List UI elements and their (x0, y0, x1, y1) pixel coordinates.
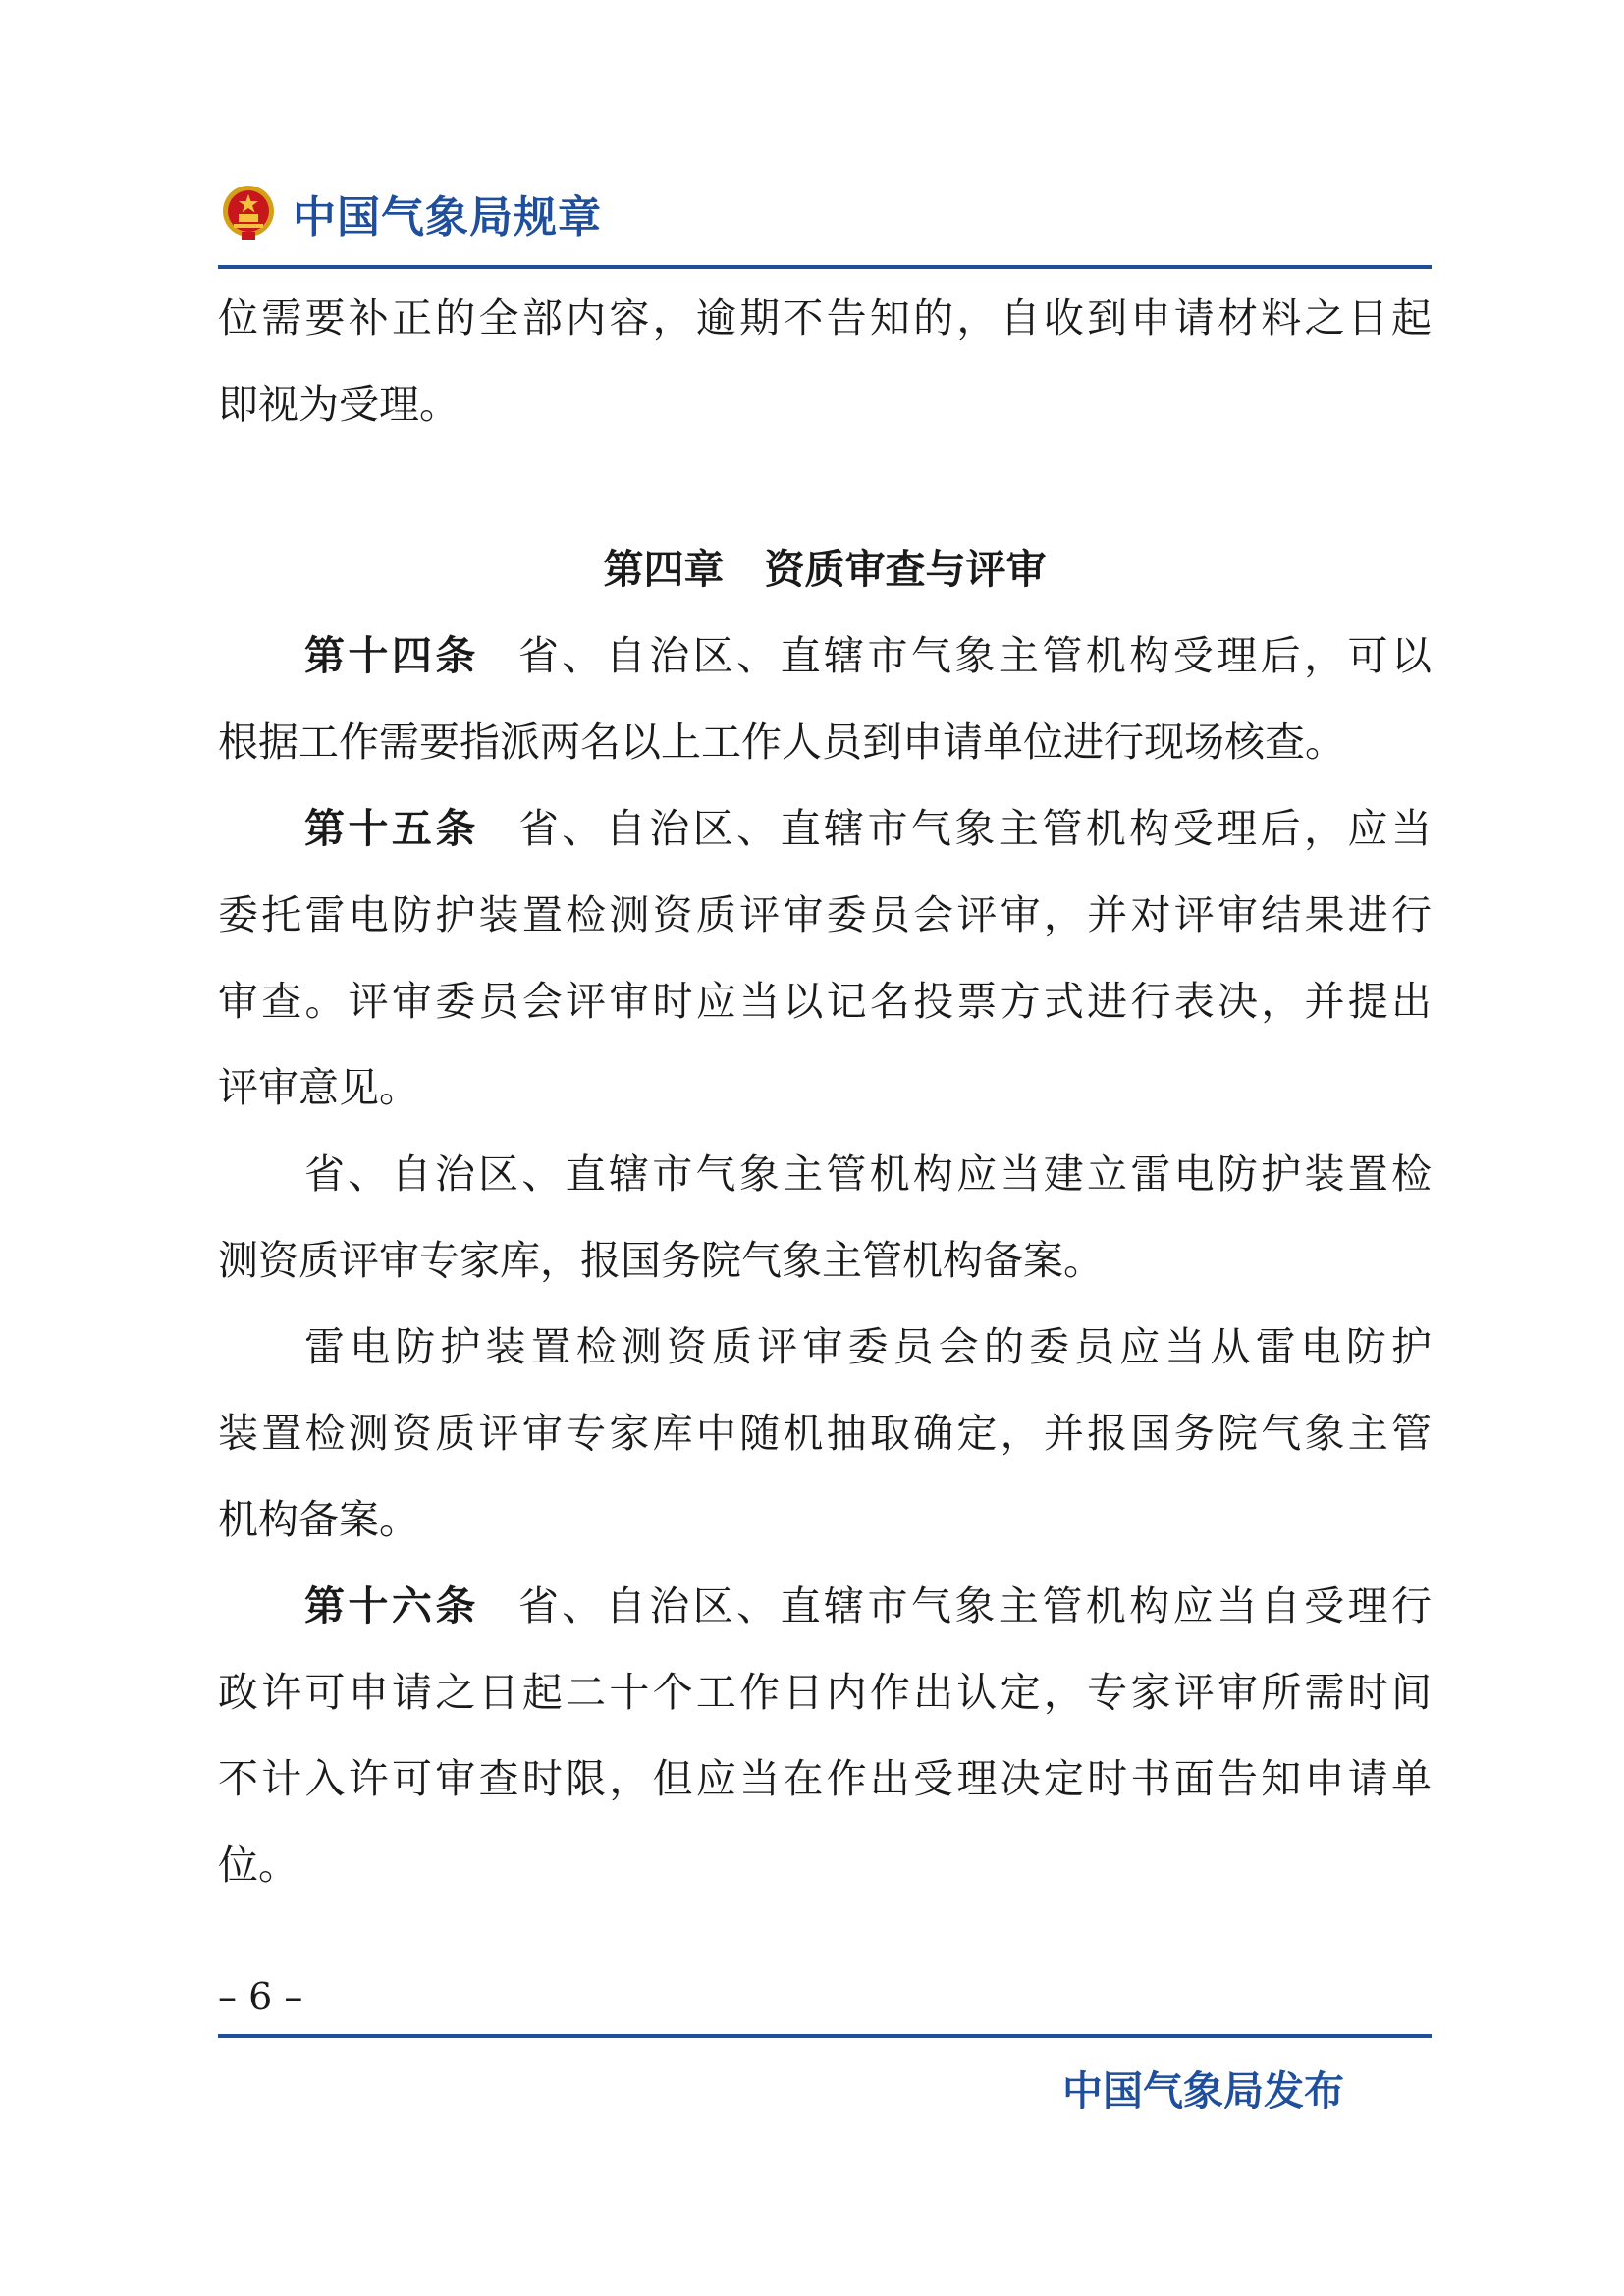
article-label: 第十四条 (304, 632, 479, 679)
article-text: 省、自治区、直辖市气象主管机构受理后，可以 (517, 632, 1432, 679)
carryover-line: 位需要补正的全部内容，逾期不告知的，自收到申请材料之日起 (218, 294, 1432, 342)
paragraph-line: 雷电防护装置检测资质评审委员会的委员应当从雷电防护 (304, 1323, 1432, 1370)
page-header (218, 179, 602, 247)
chapter-heading: 第四章 资质审查与评审 (603, 546, 1047, 593)
article-first-line (218, 1563, 1432, 1649)
article-text: 省、自治区、直辖市气象主管机构受理后，应当 (517, 805, 1432, 852)
article-line: 政许可申请之日起二十个工作日内作出认定，专家评审所需时间 (218, 1669, 1432, 1716)
paragraph-line: 装置检测资质评审专家库中随机抽取确定，并报国务院气象主管 (218, 1410, 1432, 1457)
page-number: – 6 – (218, 1975, 303, 2018)
article-line: 评审意见。 (218, 1064, 419, 1111)
article-line: 位。 (218, 1842, 298, 1889)
article-first-line (218, 613, 1432, 699)
article-line: 根据工作需要指派两名以上工作人员到申请单位进行现场核查。 (218, 719, 1345, 766)
article-label: 第十五条 (304, 805, 479, 852)
header-title: 中国气象局规章 (293, 192, 602, 242)
article-line: 委托雷电防护装置检测资质评审委员会评审，并对评审结果进行 (218, 891, 1432, 938)
carryover-line: 即视为受理。 (218, 381, 460, 428)
article-label: 第十六条 (304, 1582, 479, 1629)
national-emblem-icon (218, 183, 279, 243)
article-line: 不计入许可审查时限，但应当在作出受理决定时书面告知申请单 (218, 1755, 1432, 1802)
document-body (218, 275, 1432, 1908)
paragraph-line: 机构备案。 (218, 1496, 419, 1543)
article-first-line (218, 785, 1432, 872)
paragraph-line: 测资质评审专家库，报国务院气象主管机构备案。 (218, 1237, 1104, 1284)
header-divider (218, 265, 1432, 269)
paragraph-line: 省、自治区、直辖市气象主管机构应当建立雷电防护装置检 (304, 1150, 1432, 1198)
footer-divider (218, 2034, 1432, 2038)
article-text: 省、自治区、直辖市气象主管机构应当自受理行 (517, 1582, 1432, 1629)
footer-publisher: 中国气象局发布 (1062, 2067, 1344, 2114)
article-line: 审查。评审委员会评审时应当以记名投票方式进行表决，并提出 (218, 978, 1432, 1025)
